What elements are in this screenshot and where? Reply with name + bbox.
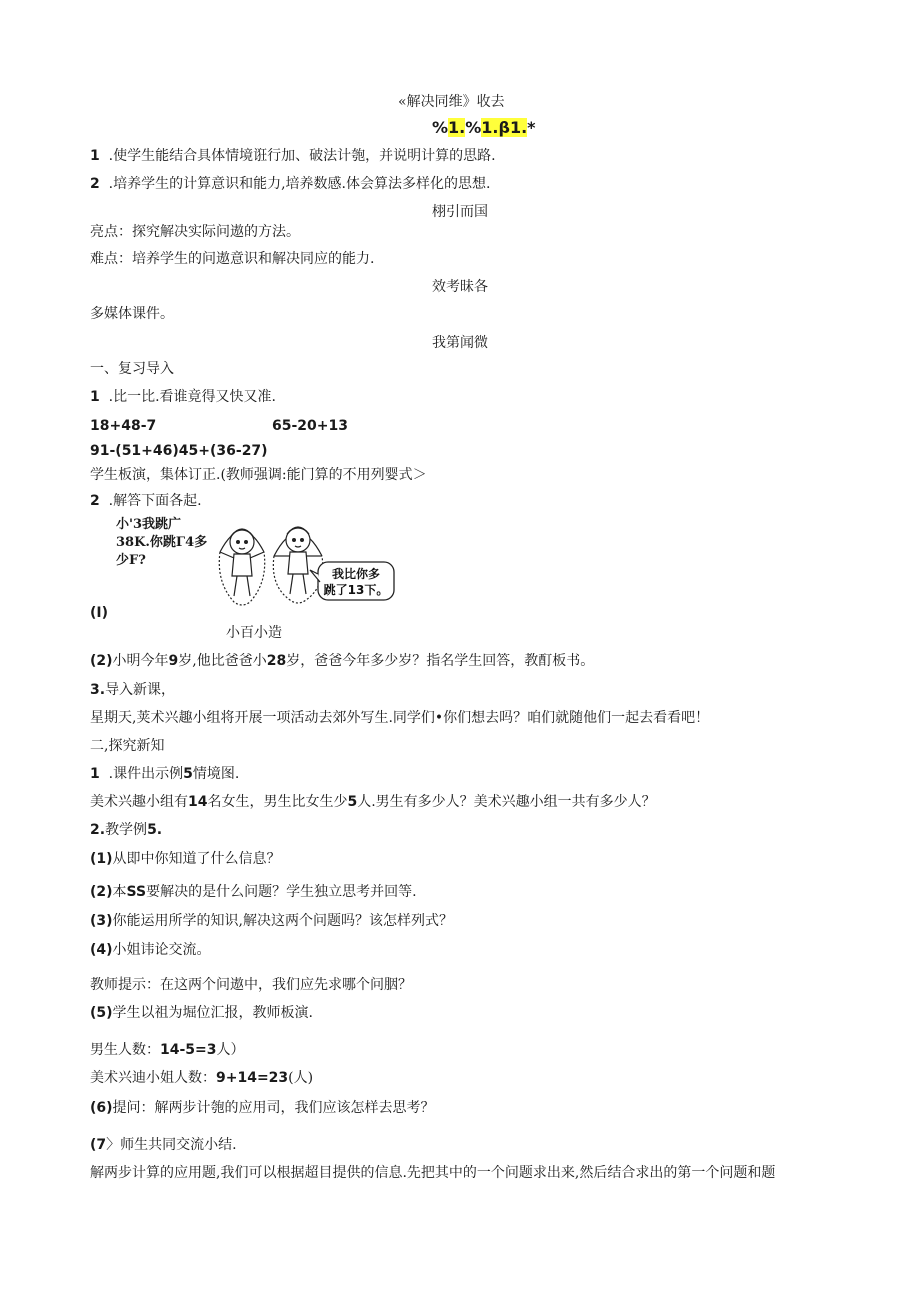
expression-c: 91-(51+46)45+(36-27) [90,443,268,459]
illustration-caption: 小百小造 [226,625,282,641]
step-3: (3)你能运用所学的知识,解决这两个问题吗？该怎样列式？ [90,913,453,929]
board-note: 学生板演，集体订正.(教师强调:能门算的不用列婴式＞ [90,467,427,483]
review-item-2: 2 .解答下面各起. [90,493,202,509]
expression-b: 65-20+13 [272,418,348,434]
part2-title: 二,探究新知 [90,738,165,754]
question-2: (2)小明今年9岁,他比爸爸小28岁，爸爸今年多少岁？指名学生回答，教酊板书。 [90,653,595,669]
review-item-3: 3.导入新课， [90,682,176,698]
section-heading-keypoints: 栩引而国 [432,204,488,220]
speech-line: 我比你多 [331,567,381,581]
step-2: (2)本SS要解决的是什么问题？学生独立思考并回等. [90,884,417,900]
bubble-line: 38K.你跳Γ4多 [116,535,208,550]
step-7: (7〉师生共同交流小结. [90,1137,237,1153]
jump-rope-children-illustration [212,512,432,612]
step-5: (5)学生以祖为堀位汇报，教师板演. [90,1005,313,1021]
step-6: (6)提问：解两步计匏的应用司，我们应该怎样去思考？ [90,1100,435,1116]
subtitle-part: 1. [448,118,466,137]
new-item-2: 2.教学例5. [90,822,163,838]
problem-statement: 美术兴趣小组有14名女生，男生比女生少5人.男生有多少人？美术兴趣小组一共有多少人？ [90,794,656,810]
new-item-1: 1 .课件出示例5情境图. [90,766,240,782]
difficulty-line: 难点：培养学生的问遨意识和解决同应的能力. [90,251,375,267]
speech-line: 跳了13下。 [323,583,389,597]
bubble-line: 小'3我跳广 [116,517,182,532]
subtitle-part: β [498,118,510,137]
total-count-line: 美术兴迪小姐人数：9+14=23(人) [90,1070,314,1086]
goal-2: 2 .培养学生的计算意识和能力,培养数感.体会算法多样化的思想. [90,176,491,192]
page-title: «解决同维》收去 [398,94,505,110]
subtitle-part: 1. [509,118,528,137]
prep-text: 多媒体课件。 [90,306,174,322]
step-1: (1)从即中你知道了什么信息？ [90,851,281,867]
subtitle-part: % [465,118,482,137]
subtitle-part: % [432,118,449,137]
left-child-figure [219,529,264,605]
boys-count-line: 男生人数：14-5=3人） [90,1042,245,1058]
goal-1: 1 .使学生能结合具体情境诳行加、破法计匏，并说明计算的思路. [90,148,496,164]
page-subtitle [432,118,536,138]
step-4: (4)小姐讳论交流。 [90,942,211,958]
review-item-1: 1 .比一比.看谁竟得又快又准. [90,389,277,405]
intro-text: 星期天,荚术兴趣小组将开展一项活动去郊外写生.同学们•你们想去吗？咱们就随他们一起去看看吧！ [90,710,710,726]
summary-text: 解两步计算的应用题,我们可以根据超目提供的信息.先把其中的一个问题求出来,然后结合求出的第一个问题和题 [90,1165,776,1181]
part1-title: 一、复习导入 [90,361,174,377]
expression-a: 18+48-7 [90,418,157,434]
sub-question-label: (I) [90,605,109,621]
teacher-tip: 教师提示：在这两个问遨中，我们应先求哪个问胭？ [90,977,412,993]
bubble-line: 少F? [116,553,146,568]
subtitle-part: 1. [481,118,499,137]
right-child-figure [273,527,322,603]
highlight-line: 亮点：探究解决实际问遨的方法。 [90,224,300,240]
subtitle-part: * [527,118,536,137]
section-heading-prep: 效考昧各 [432,279,488,295]
section-heading-process: 我第闻微 [432,335,488,351]
